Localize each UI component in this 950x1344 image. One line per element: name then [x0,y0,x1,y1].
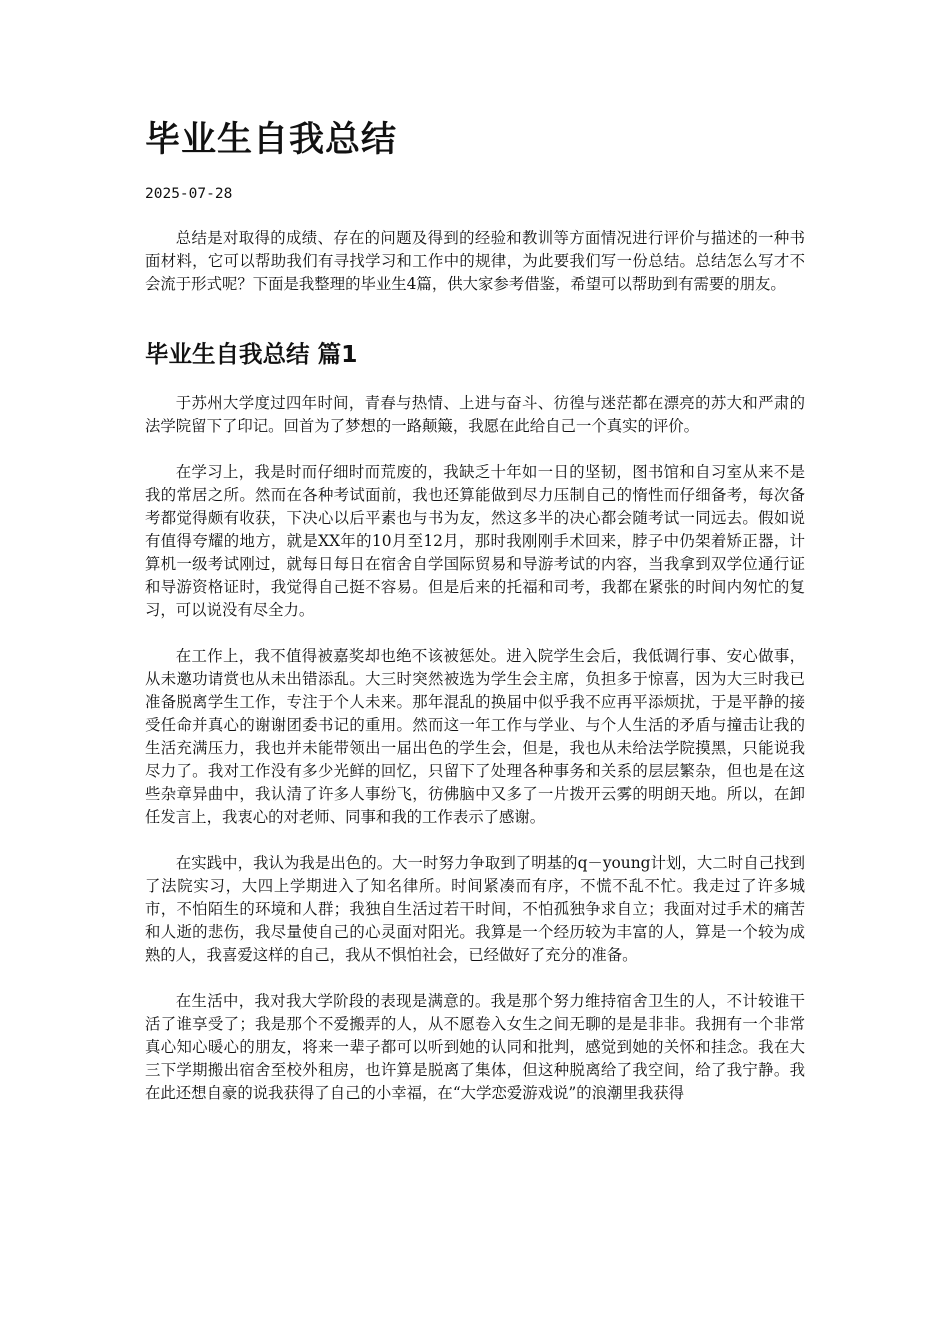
section-body [145,392,805,1105]
document-title: 毕业生自我总结 [145,120,398,160]
body-paragraph: 于苏州大学度过四年时间，青春与热情、上进与奋斗、彷徨与迷茫都在漂亮的苏大和严肃的法学院留下了印记。回首为了梦想的一路颠簸，我愿在此给自己一个真实的评价。 [145,394,805,435]
body-paragraph: 在工作上，我不值得被嘉奖却也绝不该被惩处。进入院学生会后，我低调行事、安心做事，从未邀功请赏也从未出错添乱。大三时突然被选为学生会主席，负担多于惊喜，因为大三时我已准备脱离学生工作，专注于个人未来。那年混乱的换届中似乎我不应再平添烦扰，于是平静的接受任命并真心的谢谢团委书记的重用。然而这一年工作与学业、与个人生活的矛盾与撞击让我的生活充满压力，我也并未能带领出一届出色的学生会，但是，我也从未给法学院摸黑，只能说我尽力了。我对工作没有多少光鲜的回忆，只留下了处理各种事务和关系的层层繁杂，但也是在这些杂章异曲中，我认清了许多人事纷飞，彷佛脑中又多了一片拨开云雾的明朗天地。所以，在卸任发言上，我衷心的对老师、同事和我的工作表示了感谢。 [145,647,805,826]
body-paragraph: 在实践中，我认为我是出色的。大一时努力争取到了明基的q－young计划，大二时自己找到了法院实习，大四上学期进入了知名律所。时间紧凑而有序，不慌不乱不忙。我走过了许多城市，不怕陌生的环境和人群；我独自生活过若干时间，不怕孤独争求自立；我面对过手术的痛苦和人逝的悲伤，我尽量使自己的心灵面对阳光。我算是一个经历较为丰富的人，算是一个较为成熟的人，我喜爱这样的自己，我从不惧怕社会，已经做好了充分的准备。 [145,854,805,964]
publish-date: 2025-07-28 [145,186,233,202]
body-paragraph: 在学习上，我是时而仔细时而荒废的，我缺乏十年如一日的坚韧，图书馆和自习室从来不是我的常居之所。然而在各种考试面前，我也还算能做到尽力压制自己的惰性而仔细备考，每次备考都觉得颇有收获，下决心以后平素也与书为友，然这多半的决心都会随考试一同远去。假如说有值得夸耀的地方，就是XX年的10月至12月，那时我刚刚手术回来，脖子中仍架着矫正器，计算机一级考试刚过，就每日每日在宿舍自学国际贸易和导游考试的内容，当我拿到双学位通行证和导游资格证时，我觉得自己挺不容易。但是后来的托福和司考，我都在紧张的时间内匆忙的复习，可以说没有尽全力。 [145,463,805,619]
intro-paragraph: 总结是对取得的成绩、存在的问题及得到的经验和教训等方面情况进行评价与描述的一种书面材料，它可以帮助我们有寻找学习和工作中的规律，为此要我们写一份总结。总结怎么写才不会流于形式呢？下面是我整理的毕业生4篇，供大家参考借鉴，希望可以帮助到有需要的朋友。 [145,229,805,293]
section-heading: 毕业生自我总结 篇1 [145,340,358,368]
body-paragraph: 在生活中，我对我大学阶段的表现是满意的。我是那个努力维持宿舍卫生的人，不计较谁干活了谁享受了；我是那个不爱搬弄的人，从不愿卷入女生之间无聊的是是非非。我拥有一个非常真心知心暖心的朋友，将来一辈子都可以听到她的认同和批判，感觉到她的关怀和挂念。我在大三下学期搬出宿舍至校外租房，也许算是脱离了集体，但这种脱离给了我空间，给了我宁静。我在此还想自豪的说我获得了自己的小幸福，在“大学恋爱游戏说”的浪潮里我获得 [145,992,805,1102]
